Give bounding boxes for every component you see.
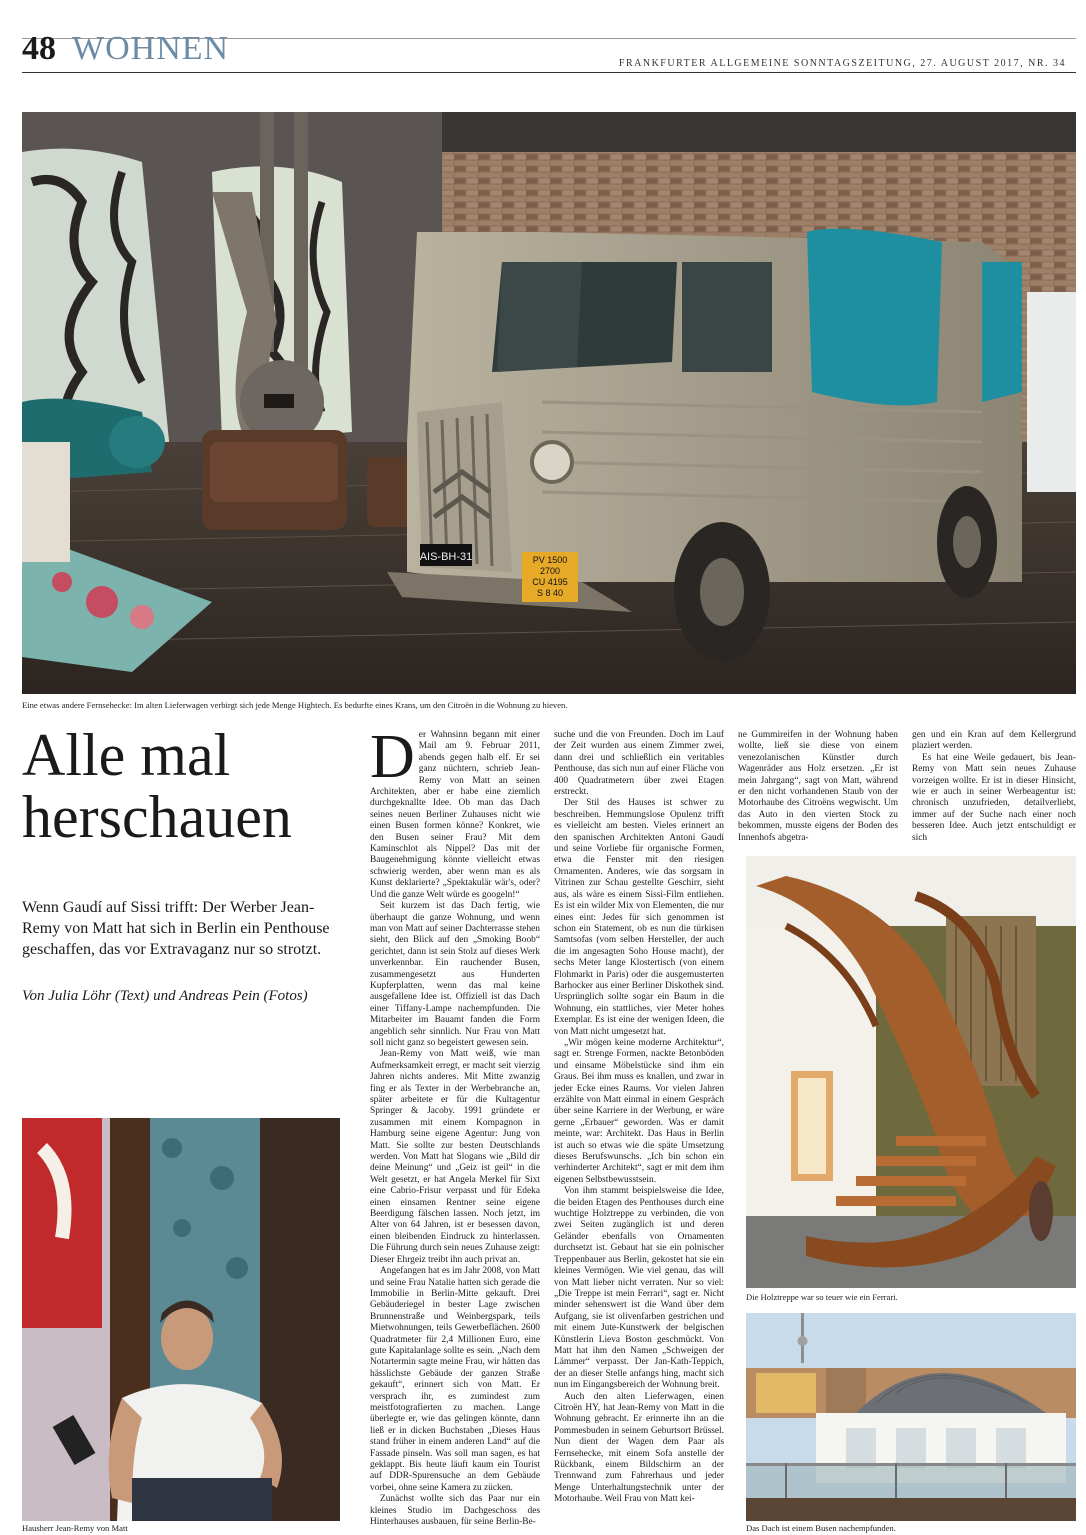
article-column-3 — [738, 730, 898, 845]
sign-line-1: PV 1500 — [532, 555, 568, 565]
article-byline: Von Julia Löhr (Text) und Andreas Pein (Fotos) — [22, 988, 308, 1004]
paragraph: Es hat eine Weile gedauert, bis Jean-Remy von Matt sein neues Zuhause vorzeigen wollte. Er ist in dieser Hinsicht, wie er auch in seiner Werbeagentur ist: chronisch unzufrieden, detailverliebt, immer auf der Suche nach einer noch besseren Idee. Auch jetzt entschuldigt er sich — [912, 752, 1076, 843]
portrait-caption: Hausherr Jean-Remy von Matt — [22, 1523, 128, 1533]
portrait-illustration — [22, 1118, 340, 1521]
page-number: 48 — [22, 30, 56, 67]
paragraph: ne Gummireifen in der Wohnung haben wollte, ließ sie diese von einem venezolanischen Künstler durch Wagenräder aus Holz ersetzen. „Er ist mein Jahrgang“, sagt von Matt, während er den nicht vorhandenen Staub von der Motorhaube des Citroëns wegwischt. Um das Auto in den vierten Stock zu bekommen, musste eigens der Boden des Innenhofs abgetra- — [738, 730, 898, 843]
license-plate-text: AIS-BH-31 — [419, 551, 473, 563]
roof-photo — [746, 1313, 1076, 1521]
roof-caption: Das Dach ist einem Busen nachempfunden. — [746, 1523, 896, 1533]
paragraph: Der Stil des Hauses ist schwer zu beschreiben. Hemmungslose Opulenz trifft es vielleicht am besten. Vieles erinnert an den spanischen Architekten Antoni Gaudí und seine Vorliebe für organische Formen, etwa die Fenster mit den riesigen Ornamenten. Anderes, wie das sorgsam in Vitrinen zur Schau gestellte Geschirr, sieht aus, als wäre es einem Sissi-Film entliehen. Es ist ein wilder Mix von Elementen, die nur eines eint: Jedes für sich genommen ist schon ein Statement, ob es nun die türkisen Samtsofas (vom selben Hersteller, der auch die im angesagten Soho House macht), der sechs Meter lange Klostertisch (von einem Flohmarkt in Paris) oder die ausgemusterten Barhocker aus einer Berliner Diskothek sind. Ursprünglich sollte sogar ein Baum in die Wohnung, ein stattliches, vier Meter hohes Exemplar. Es ist eine der wenigen Ideen, die von Matt nicht umgesetzt hat. — [554, 798, 724, 1037]
paragraph: Auch den alten Lieferwagen, einen Citroën HY, hat Jean-Remy von Matt in die Wohnung gebracht. Er erinnerte ihn an die Pommesbuden in seinem Geburtsort Brüssel. Nun dient der Wagen dem Paar als Fernsehecke, mit einem Sofa anstelle der Rückbank, einem Bildschirm an der Trennwand zum Fahrerhaus und jeder Menge Unterhaltungstechnik unter der Motorhaube. Weil Frau von Matt kei- — [554, 1391, 724, 1505]
main-photo — [22, 112, 1076, 694]
paragraph: suche und die von Freunden. Doch im Lauf der Zeit wurden aus einem Zimmer zwei, dann drei und schließlich ein veritables Penthouse, das sich nun auf einer Fläche von 400 Quadratmetern über zwei Etagen erstreckt. — [554, 730, 724, 798]
copper-roof-illustration — [746, 1313, 1076, 1521]
paragraph: Von ihm stammt beispielsweise die Idee, die beiden Etagen des Penthouses durch eine wuchtige Holztreppe zu verbinden, die von zwei Seiten zugänglich ist und deren Geländer ebenfalls von Ornamenten durchsetzt ist. Gebaut hat sie ein polnischer Treppenbauer aus Berlin, gekostet hat sie ein kleines Vermögen. Wie viel genau, das will von Matt lieber nicht verraten. Nur so viel: „Die Treppe ist mein Ferrari“, sagt er. Nicht minder sehenswert ist die Wand über dem Aufgang, sie ist olivenfarben gestrichen und mit einem Jute-Kunstwerk der belgischen Künstlerin Lieva Boston geschmückt. Von Matt hat ihm den Namen „Schweigen der Lämmer“ verpasst. Der Jan-Kath-Teppich, der an dieser Stelle anfangs hing, macht sich nun im Eingangsbereich der Wohnung breit. — [554, 1186, 724, 1391]
paragraph: „Wir mögen keine moderne Architektur“, sagt er. Strenge Formen, nackte Betonböden und einsame Möbelstücke sind ihm ein Graus. Bei ihm muss es knallen, und zwar in jeder Ecke eines Raums. Vor vielen Jahren erzählte von Matt einmal in einem Gespräch über seine Karriere in der Werbung, er wäre gerne „Erbauer“ geworden. Was er damit meinte, war: Architekt. Das Haus in Berlin ist auch so etwas wie die späte Umsetzung dieses Berufswunschs. „Ich bin schon ein verhinderter Architekt“, sagt er mit dem ihm eigenen Selbstbewusstsein. — [554, 1037, 724, 1185]
article-column-1 — [370, 723, 540, 1528]
article-headline: Alle mal herschauen — [22, 722, 292, 850]
staircase-illustration — [746, 856, 1076, 1288]
section-title: WOHNEN — [72, 30, 230, 67]
paragraph: Zunächst wollte sich das Paar nur ein kleines Studio im Dachgeschoss des Hinterhauses ausbauen, für seine Berlin-Be- — [370, 1494, 540, 1528]
sign-line-4: S 8 40 — [536, 588, 564, 598]
citroen-van-living-room-illustration — [22, 112, 1076, 694]
portrait-photo — [22, 1118, 340, 1521]
paragraph: Angefangen hat es im Jahr 2008, von Matt und seine Frau Natalie hatten sich gerade die Immobilie in Berlin-Mitte gekauft. Drei Gebäuderiegel in bester Lage zwischen Brunnenstraße und Weinbergspark, teils Mietwohnungen, teils Gewerbeflächen. 2600 Quadratmeter für 2,4 Millionen Euro, eine gute Kapitalanlage sollte es sein. „Nach dem Notartermin sagte meine Frau, wir hätten das hässlichste Gebäude der ganzen Straße gekauft“, erinnert sich von Matt. Er versprach ihr, es zumindest zum meistfotografierten zu machen. Lange überlegte er, wie das gelingen könnte, dann ließ er in dicken Buchstaben „Dieses Haus stand früher in einem anderen Land“ auf die Fassade pinseln. Was soll man sagen, es hat geklappt. Bis heute läuft kaum ein Tourist auf DDR-Spurensuche an dem Gebäude vorbei, ohne seine Kamera zu zücken. — [370, 1266, 540, 1493]
main-photo-caption: Eine etwas andere Fernsehecke: Im alten Lieferwagen verbirgt sich jede Menge Hightech. Es bedurfte eines Krans, um den Citroën in die Wohnung zu hieven. — [22, 700, 568, 710]
sign-line-2: 2700 — [539, 566, 561, 576]
paragraph: gen und ein Kran auf dem Kellergrund plaziert werden. — [912, 730, 1076, 752]
paragraph: er Wahnsinn begann mit einer Mail am 9. Februar 2011, abends gegen halb elf. Er sei ganz nüchtern, schrieb Jean-Remy von Matt an seinen Architekten, aber er habe eine ziemlich durchgeknallte Idee. Ob man das Dach seines neuen Berliner Zuhauses nicht wie einen Busen formen könne? Konkret, wie den Busen seiner Frau? Mit dem Kaminschlot als Nippel? Das mit der Baugenehmigung könnte vielleicht etwas schwierig werden, aber wenn man es als Kunst deklarierte? „Spektakulär wär's, oder? Und die ganze Welt würde es googeln!“ — [370, 730, 540, 900]
article-column-2 — [554, 730, 724, 1522]
article-column-4 — [912, 730, 1076, 845]
paragraph: Seit kurzem ist das Dach fertig, wie überhaupt die ganze Wohnung, und wenn man von Matt auf seiner Dachterrasse stehen sieht, den Blick auf den „Smoking Boob“ gerichtet, dann ist sein Stolz auf dieses Werk unverkennbar. Ein rauchender Busen, zusammengesetzt aus Hunderten Kupferplatten, wenn das mal keine ausgefallene Idee ist. Offiziell ist das Dach einer Tiffany-Lampe nachempfunden. Die Mitarbeiter im Bauamt fanden die Form angeblich sehr sinnlich. Nur Frau von Matt soll nicht ganz so begeistert gewesen sein. — [370, 901, 540, 1048]
article-dek: Wenn Gaudí auf Sissi trifft: Der Werber Jean-Remy von Matt hat sich in Berlin ein Penthouse geschaffen, das vor Extravaganz nur so strotzt. — [22, 899, 330, 958]
drop-cap: D — [370, 723, 415, 791]
staircase-photo — [746, 856, 1076, 1288]
sign-line-3: CU 4195 — [532, 577, 568, 587]
header-bottom-rule — [22, 72, 1076, 73]
masthead: FRANKFURTER ALLGEMEINE SONNTAGSZEITUNG, 27. AUGUST 2017, NR. 34 — [618, 58, 1066, 69]
staircase-caption: Die Holztreppe war so teuer wie ein Ferrari. — [746, 1292, 898, 1302]
paragraph: Jean-Remy von Matt weiß, wie man Aufmerksamkeit erregt, er macht seit vierzig Jahren nichts anderes. Mit Mitte zwanzig fing er als Texter in der Werbebranche an, später arbeitete er für die Kultagentur Springer & Jacoby. 1991 gründete er zusammen mit einem Kompagnon in Hamburg seine eigene Agentur: Jung von Matt. Sie sollte zur besten Deutschlands werden. Von Matt hat Slogans wie „Bild dir deine Meinung“ und „Geiz ist geil“ in die Welt gesetzt, er hat Angela Merkel für Sixt eine Cabrio-Frisur verpasst und für Edeka einen einsamen Rentner seine eigene Beerdigung fälschen lassen. Noch jetzt, im Alter von 64 Jahren, ist er besessen davon, einen bleibenden Eindruck zu hinterlassen. Die Führung durch sein neues Zuhause zeigt: Dieser Ehrgeiz treibt ihn auch privat an. — [370, 1049, 540, 1265]
